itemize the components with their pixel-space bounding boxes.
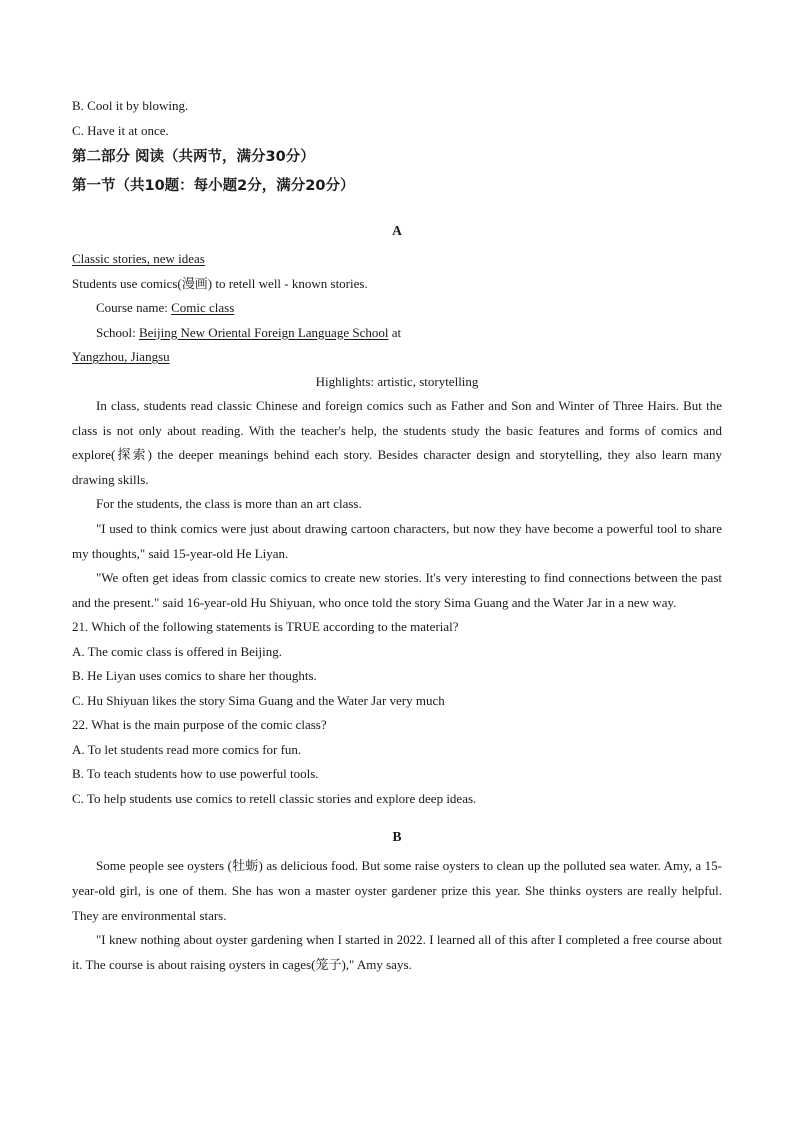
passage-a-paragraph-4: "We often get ideas from classic comics to create new stories. It's very interesting to find connections between the past and the present." said 16-year-old Hu Shiyuan, who once told the story Sima Guang and the Water Jar in a new way. bbox=[72, 570, 722, 610]
passage-a-letter: A bbox=[392, 223, 402, 238]
q21-option-a: A. The comic class is offered in Beijing. bbox=[72, 643, 282, 659]
school: School: Beijing New Oriental Foreign Language School at bbox=[96, 324, 402, 340]
passage-a-paragraph-3: "I used to think comics were just about drawing cartoon characters, but now they have become a powerful tool to share my thoughts," said 15-year-old He Liyan. bbox=[72, 520, 722, 561]
q21-option-c: C. Hu Shiyuan likes the story Sima Guang and the Water Jar very much bbox=[72, 692, 445, 708]
question-22: 22. What is the main purpose of the comic class? bbox=[72, 717, 327, 733]
question-21: 21. Which of the following statements is TRUE according to the material? bbox=[72, 619, 459, 635]
q22-option-b: B. To teach students how to use powerful tools. bbox=[72, 766, 319, 782]
highlights: Highlights: artistic, storytelling bbox=[315, 373, 479, 389]
part-heading: 第二部分 阅读（共两节，满分30分） bbox=[72, 149, 315, 165]
school-location: Yangzhou, Jiangsu bbox=[72, 349, 170, 364]
passage-b-paragraph-1: Some people see oysters (牡蛎) as delicious food. But some raise oysters to clean up the polluted sea water. Amy, a 15-year-old girl, is one of them. She has won a master oyster gardener prize this year. She thinks oysters are really helpful. They are environmental stars. bbox=[72, 858, 722, 923]
passage-b-paragraph-2: "I knew nothing about oyster gardening when I started in 2022. I learned all of this after I completed a free course about it. The course is about raising oysters in cages(笼子)," Amy says. bbox=[72, 932, 722, 972]
passage-b-letter: B bbox=[392, 829, 402, 845]
course-name: Course name: Comic class bbox=[96, 300, 235, 315]
passage-a-paragraph-1: In class, students read classic Chinese and foreign comics such as Father and Son and Winter of Three Hairs. But the class is not only about reading. With the teacher's help, the students study the basic features and forms of comics and explore(探索) the deeper meanings behind each story. Besides character design and storytelling, they also learn many drawing skills. bbox=[72, 398, 722, 487]
q21-option-b: B. He Liyan uses comics to share her thoughts. bbox=[72, 668, 317, 684]
option-b: B. Cool it by blowing. bbox=[72, 98, 189, 113]
section-heading: 第一节（共10题：每小题2分，满分20分） bbox=[72, 178, 355, 194]
q22-option-c: C. To help students use comics to retell classic stories and explore deep ideas. bbox=[72, 790, 477, 806]
passage-a-subtitle: Students use comics(漫画) to retell well - known stories. bbox=[72, 275, 368, 291]
q22-option-a: A. To let students read more comics for fun. bbox=[72, 741, 302, 757]
exam-page bbox=[72, 94, 722, 977]
option-c: C. Have it at once. bbox=[72, 122, 169, 138]
passage-a-paragraph-2: For the students, the class is more than an art class. bbox=[96, 496, 362, 512]
passage-a-title: Classic stories, new ideas bbox=[72, 251, 205, 266]
